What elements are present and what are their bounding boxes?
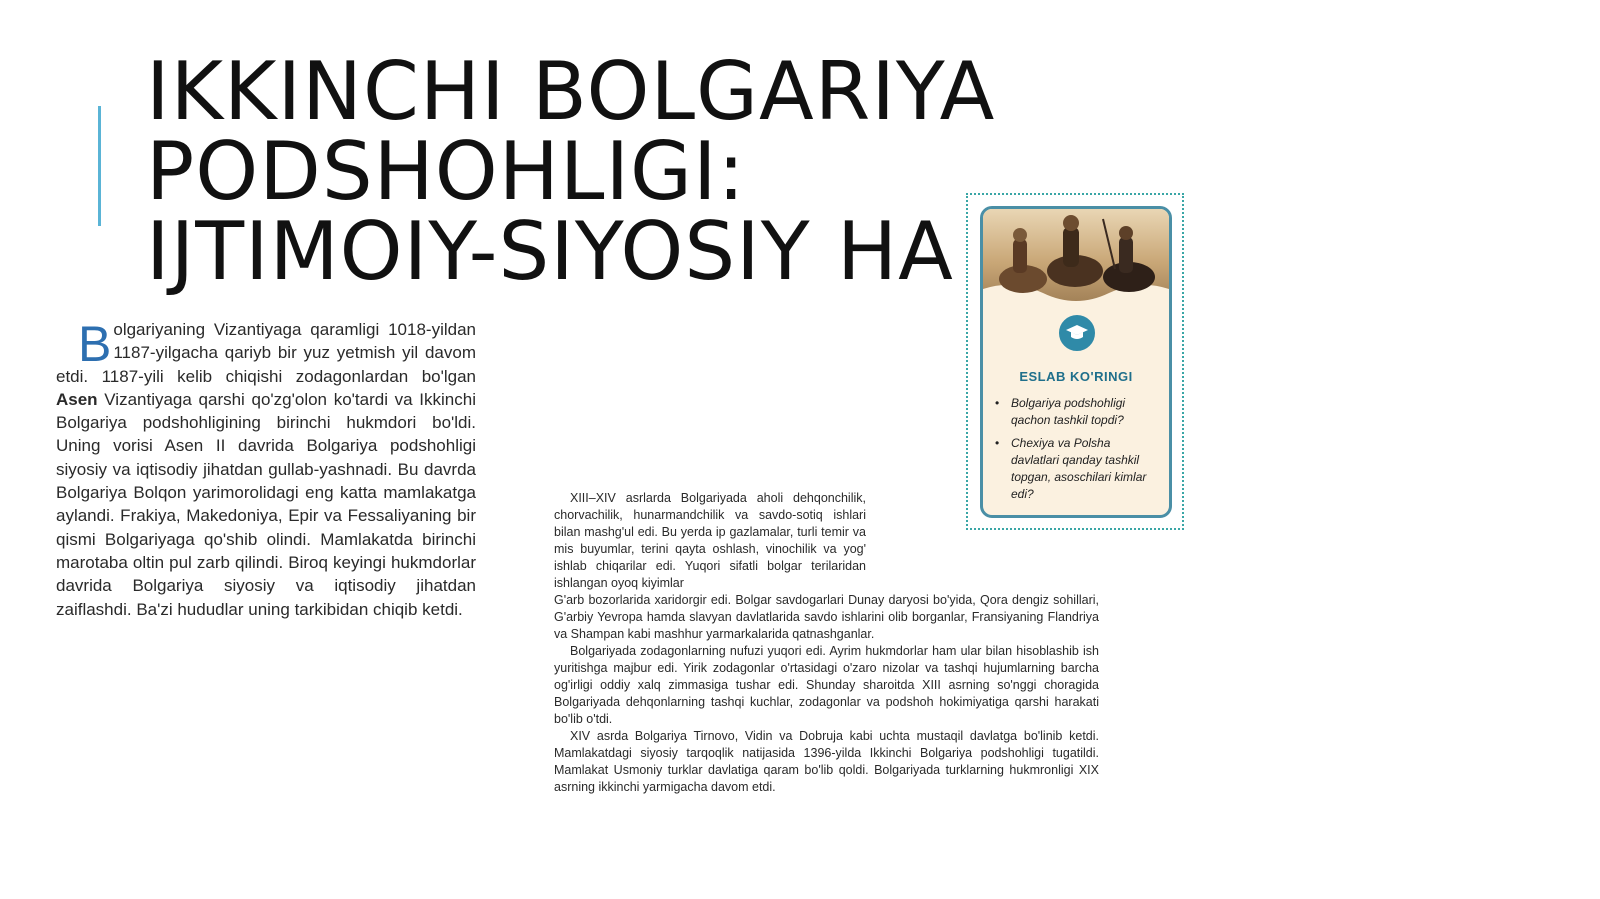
left-text-part-2: Vizantiyaga qarshi qo'zg'olon ko'tardi va Ikkinchi Bolgariya podshohligining birinchi hukmdori bo'ldi. Uning vorisi Asen II davrida Bolgariya podshohligi siyosiy va iqtisodiy jihatdan gullab-yashnadi. Bu davrda Bolgariya Bolqon yarimorolidagi eng katta mamlakatga aylandi. Frakiya, Makedoniya, Epir va Fessaliyaning bir qismi Bolgariyaga qo'shib olindi. Mamlakatda birinchi marotaba oltin pul zarb qilindi. Biroq keyingi hukmdorlar davrida Bolgariya siyosiy va iqtisodiy jihatdan zaiflashdi. Ba'zi hududlar uning tarkibidan chiqib ketdi. [56, 389, 476, 619]
review-question [995, 395, 1161, 429]
middle-paragraph-decline: XIV asrda Bolgariya Tirnovo, Vidin va Dobruja kabi uchta mustaqil davlatga bo'linib ketdi. Mamlakatdagi siyosiy tarqoqlik natijasida 1396-yilda Ikkinchi Bolgariya podshohligi tugatildi. Mamlakat Usmoniy turklar davlatiga qaram bo'lib qoldi. Bolgariyada turklarning hukmronligi XIX asrning ikkinchi yarmigacha davom etdi. [554, 729, 1099, 794]
drop-cap: B [78, 316, 112, 372]
middle-paragraph-nobility: Bolgariyada zodagonlarning nufuzi yuqori edi. Ayrim hukmdorlar ham ular bilan hisoblashib ish yuritishga majbur edi. Yirik zodagonlar o'rtasidagi o'zaro nizolar va tashqi hujumlarning barcha og'irligi oddiy xalq zimmasiga tushar edi. Shunday sharoitda XIII asrning so'nggi choragida Bolgariyada dehqonlarning tashqi kuchlar, zodagonlar va podshoh hokimiyatiga qarshi harakati bo'lib o'tdi. [554, 644, 1099, 726]
graduation-cap-icon [1065, 323, 1089, 343]
bullet: • [995, 436, 1000, 450]
left-text-part-1: olgariyaning Vizantiyaga qaramligi 1018-yildan 1187-yilgacha qariyb bir yuz yetmish yil davom etdi. 1187-yili kelib chiqishi zodagonlardan bo'lgan [56, 320, 476, 386]
horsemen-illustration [983, 209, 1169, 327]
left-text-column [56, 318, 476, 621]
slide-title-line-3: IJTIMOIY-SIYOSIY HA [146, 205, 954, 298]
bullet: • [995, 396, 1000, 410]
review-question [995, 435, 1161, 503]
review-question-text: Bolgariya podshohligi qachon tashkil topdi? [1011, 396, 1126, 427]
middle-paragraph-trade: G'arb bozorlarida xaridorgir edi. Bolgar savdogarlari Dunay daryosi bo'yida, Qora dengiz sohillari, G'arbiy Yevropa hamda slavyan davlatlarida savdo ishlarini olib borganlar, Fransiyaning Flandriya va Shampan kabi mashhur yarmarkalarida qatnashganlar. [554, 593, 1099, 641]
slide-title-line-1: IKKINCHI BOLGARIYA [146, 45, 996, 138]
middle-text-column [554, 490, 1099, 796]
review-question-text: Chexiya va Polsha davlatlari qanday tashkil topgan, asoschilari kimlar edi? [1011, 436, 1147, 501]
ruler-name-asen: Asen [56, 389, 98, 409]
left-paragraph [56, 318, 476, 621]
title-accent-bar [98, 106, 101, 226]
review-card [980, 206, 1172, 518]
graduation-cap-badge [1056, 312, 1098, 354]
review-questions-list [995, 395, 1161, 509]
slide-title-line-2: PODSHOHLIGI: [146, 125, 746, 218]
review-card-heading: ESLAB KO'RINGI [1019, 369, 1133, 384]
middle-paragraph-economy: XIII–XIV asrlarda Bolgariyada aholi dehqonchilik, chorvachilik, hunarmandchilik va savdo-sotiq ishlari bilan mashg'ul edi. Bu yerda ip gazlamalar, turli temir va mis buyumlar, terini qayta oshlash, vinochilik va yog' ishlab chiqarilar edi. Yuqori sifatli bolgar terilaridan ishlangan oyoq kiyimlar [554, 491, 866, 590]
